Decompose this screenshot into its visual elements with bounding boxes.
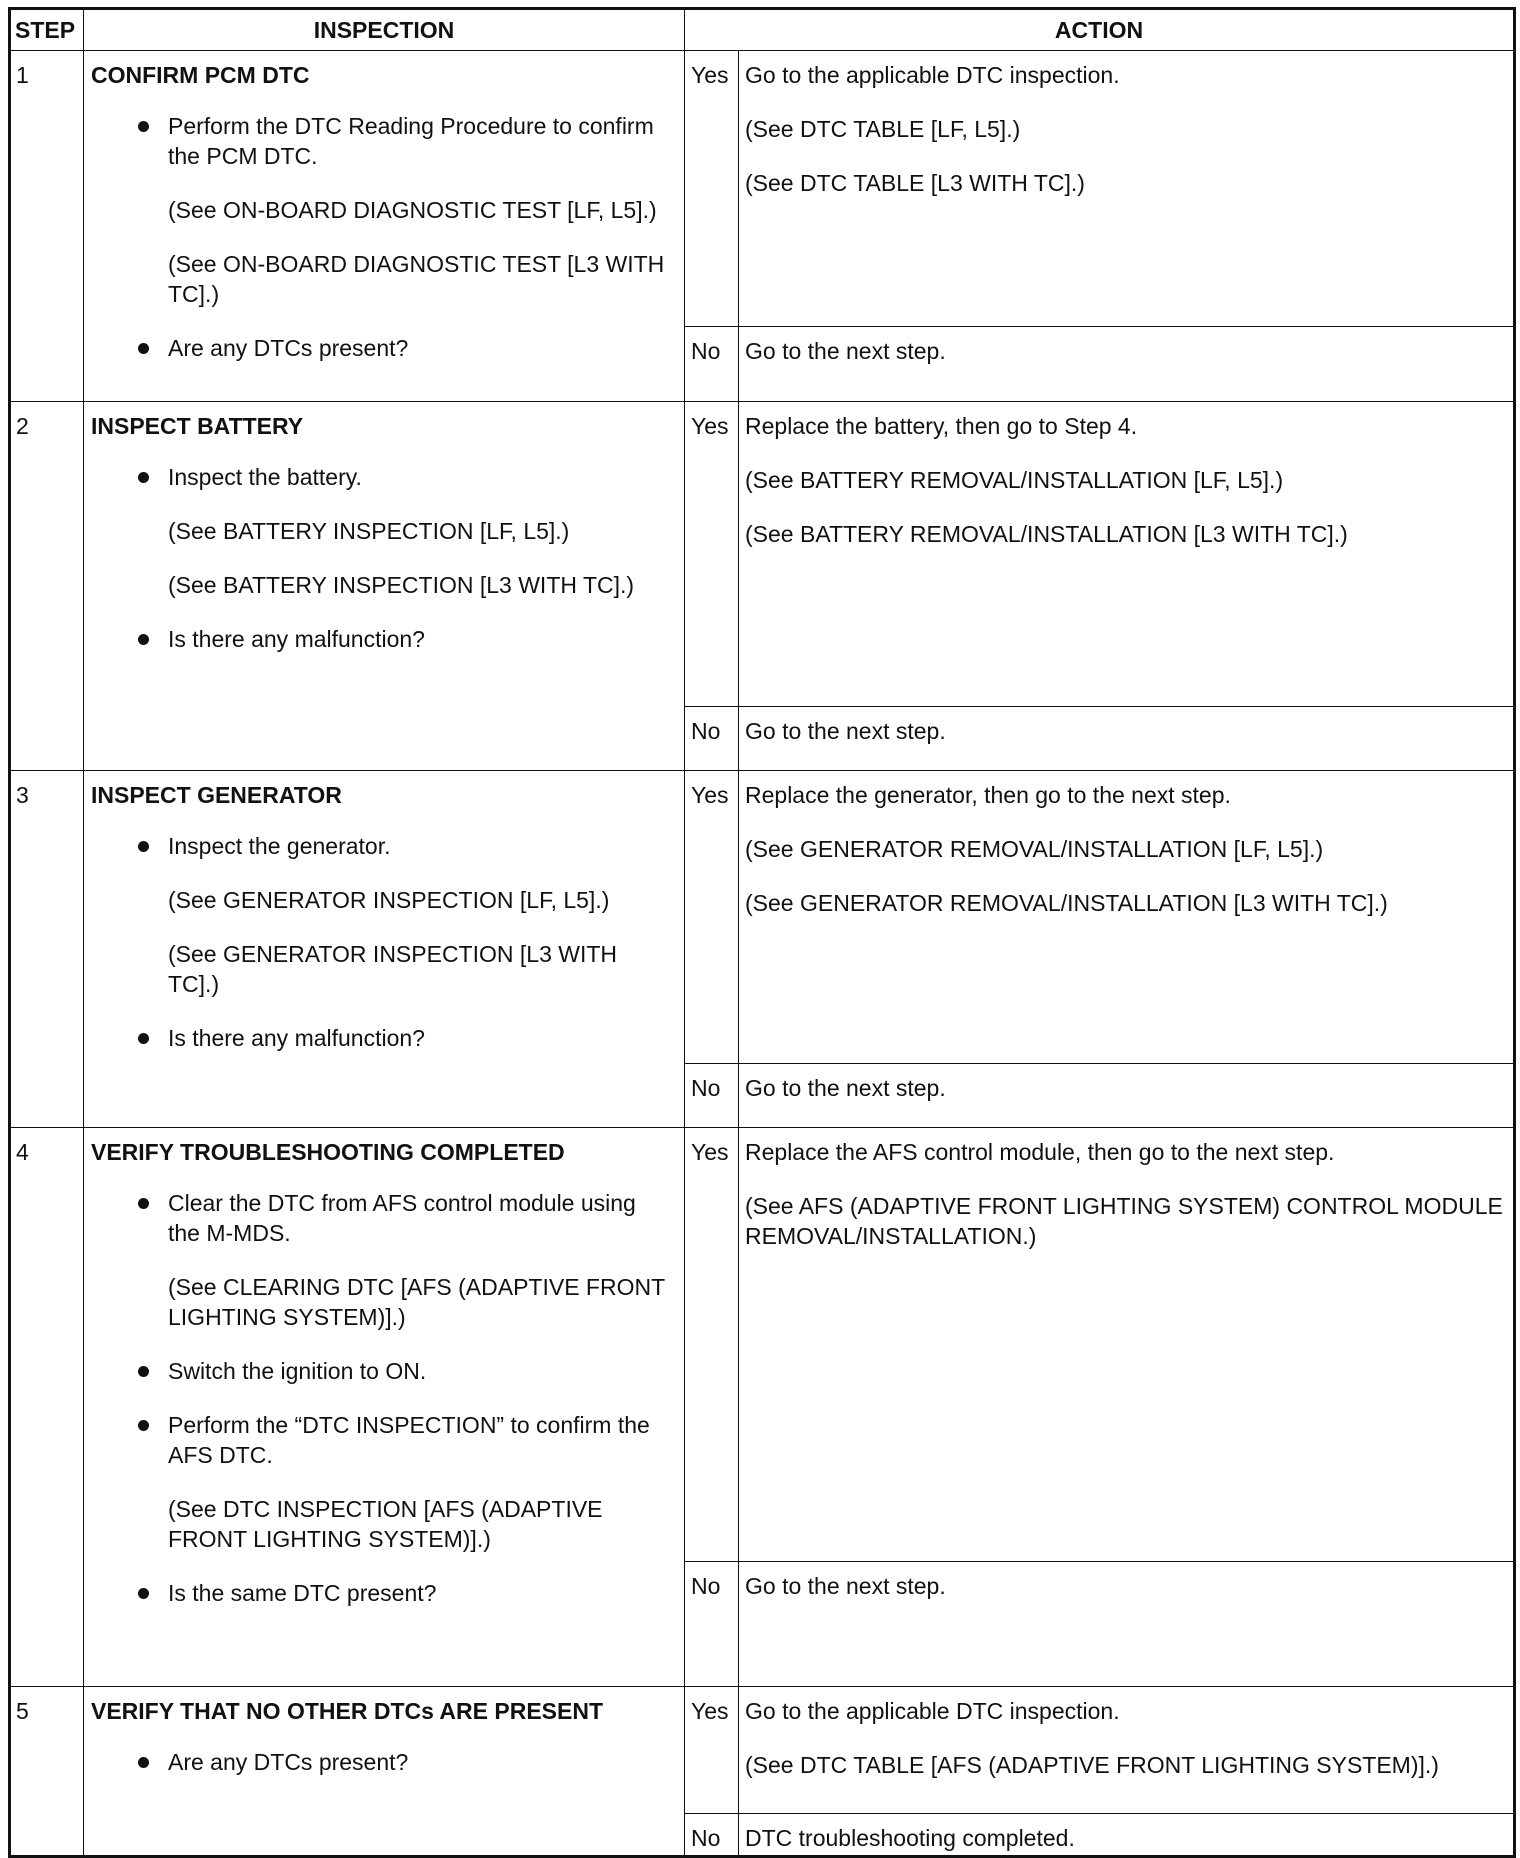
inspection-reference: (See ON-BOARD DIAGNOSTIC TEST [LF, L5].) [168, 197, 657, 223]
yes-action-text: (See DTC TABLE [LF, L5].) [745, 116, 1021, 142]
yes-action [739, 771, 1515, 1064]
step-row [10, 1687, 1515, 1814]
yes-action [739, 1687, 1515, 1814]
step-number: 5 [10, 1687, 84, 1857]
no-label: No [685, 707, 739, 771]
inspection-title: CONFIRM PCM DTC [91, 62, 310, 88]
header-inspection: INSPECTION [84, 9, 685, 51]
inspection-bullet: Inspect the battery. [91, 462, 674, 492]
yes-action-text: (See BATTERY REMOVAL/INSTALLATION [LF, L5].) [745, 467, 1284, 493]
inspection-reference: (See GENERATOR INSPECTION [LF, L5].) [168, 887, 610, 913]
step-row [10, 402, 1515, 707]
no-label: No [685, 1814, 739, 1857]
yes-action-text: (See DTC TABLE [L3 WITH TC].) [745, 170, 1085, 196]
yes-action-text: (See BATTERY REMOVAL/INSTALLATION [L3 WITH TC].) [745, 521, 1348, 547]
step-row [10, 51, 1515, 327]
inspection-bullet: Is there any malfunction? [91, 1023, 674, 1053]
step-number: 3 [10, 771, 84, 1128]
inspection-reference: (See BATTERY INSPECTION [L3 WITH TC].) [168, 572, 635, 598]
inspection-bullet: Clear the DTC from AFS control module using the M-MDS. [91, 1188, 674, 1248]
inspection-bullet: Are any DTCs present? [91, 333, 674, 363]
step-row [10, 1128, 1515, 1562]
yes-action-text: (See DTC TABLE [AFS (ADAPTIVE FRONT LIGHTING SYSTEM)].) [745, 1752, 1439, 1778]
inspection-reference: (See DTC INSPECTION [AFS (ADAPTIVE FRONT LIGHTING SYSTEM)].) [168, 1496, 603, 1552]
inspection-reference: (See BATTERY INSPECTION [LF, L5].) [168, 518, 570, 544]
yes-action-text: (See GENERATOR REMOVAL/INSTALLATION [L3 WITH TC].) [745, 890, 1388, 916]
yes-label: Yes [685, 402, 739, 707]
troubleshooting-table [8, 7, 1516, 1858]
inspection-cell [84, 1687, 685, 1857]
inspection-cell [84, 1128, 685, 1687]
inspection-bullet: Is there any malfunction? [91, 624, 674, 654]
header-row [10, 9, 1515, 51]
yes-action-text: Replace the AFS control module, then go to the next step. [745, 1139, 1335, 1165]
yes-label: Yes [685, 51, 739, 327]
step-number: 1 [10, 51, 84, 402]
inspection-cell [84, 771, 685, 1128]
yes-action [739, 402, 1515, 707]
inspection-title: INSPECT GENERATOR [91, 782, 342, 808]
header-step: STEP [10, 9, 84, 51]
no-action [739, 707, 1515, 771]
no-label: No [685, 327, 739, 402]
yes-action-text: Go to the applicable DTC inspection. [745, 62, 1120, 88]
inspection-cell [84, 402, 685, 771]
yes-action [739, 51, 1515, 327]
no-action-text: DTC troubleshooting completed. [745, 1825, 1075, 1851]
inspection-bullet: Switch the ignition to ON. [91, 1356, 674, 1386]
yes-action-text: Replace the generator, then go to the next step. [745, 782, 1231, 808]
inspection-bullet: Is the same DTC present? [91, 1578, 674, 1608]
inspection-bullet: Inspect the generator. [91, 831, 674, 861]
step-row [10, 771, 1515, 1064]
yes-action [739, 1128, 1515, 1562]
step-number: 2 [10, 402, 84, 771]
inspection-title: INSPECT BATTERY [91, 413, 304, 439]
inspection-reference: (See ON-BOARD DIAGNOSTIC TEST [L3 WITH TC].) [168, 251, 665, 307]
no-label: No [685, 1562, 739, 1687]
no-action-text: Go to the next step. [745, 1573, 946, 1599]
no-action [739, 1064, 1515, 1128]
inspection-title: VERIFY THAT NO OTHER DTCs ARE PRESENT [91, 1698, 604, 1724]
step-number: 4 [10, 1128, 84, 1687]
yes-action-text: (See AFS (ADAPTIVE FRONT LIGHTING SYSTEM) CONTROL MODULE REMOVAL/INSTALLATION.) [745, 1193, 1503, 1249]
no-action [739, 327, 1515, 402]
no-action-text: Go to the next step. [745, 338, 946, 364]
troubleshooting-document [8, 7, 1513, 1851]
yes-label: Yes [685, 1687, 739, 1814]
inspection-title: VERIFY TROUBLESHOOTING COMPLETED [91, 1139, 565, 1165]
inspection-bullet: Are any DTCs present? [91, 1747, 674, 1777]
no-action-text: Go to the next step. [745, 718, 946, 744]
header-action: ACTION [685, 9, 1515, 51]
no-action [739, 1814, 1515, 1857]
no-action-text: Go to the next step. [745, 1075, 946, 1101]
yes-action-text: (See GENERATOR REMOVAL/INSTALLATION [LF, L5].) [745, 836, 1324, 862]
inspection-bullet: Perform the DTC Reading Procedure to confirm the PCM DTC. [91, 111, 674, 171]
no-label: No [685, 1064, 739, 1128]
yes-action-text: Replace the battery, then go to Step 4. [745, 413, 1138, 439]
no-action [739, 1562, 1515, 1687]
yes-action-text: Go to the applicable DTC inspection. [745, 1698, 1120, 1724]
yes-label: Yes [685, 1128, 739, 1562]
inspection-reference: (See GENERATOR INSPECTION [L3 WITH TC].) [168, 941, 618, 997]
inspection-cell [84, 51, 685, 402]
inspection-reference: (See CLEARING DTC [AFS (ADAPTIVE FRONT LIGHTING SYSTEM)].) [168, 1274, 665, 1330]
inspection-bullet: Perform the “DTC INSPECTION” to confirm the AFS DTC. [91, 1410, 674, 1470]
yes-label: Yes [685, 771, 739, 1064]
